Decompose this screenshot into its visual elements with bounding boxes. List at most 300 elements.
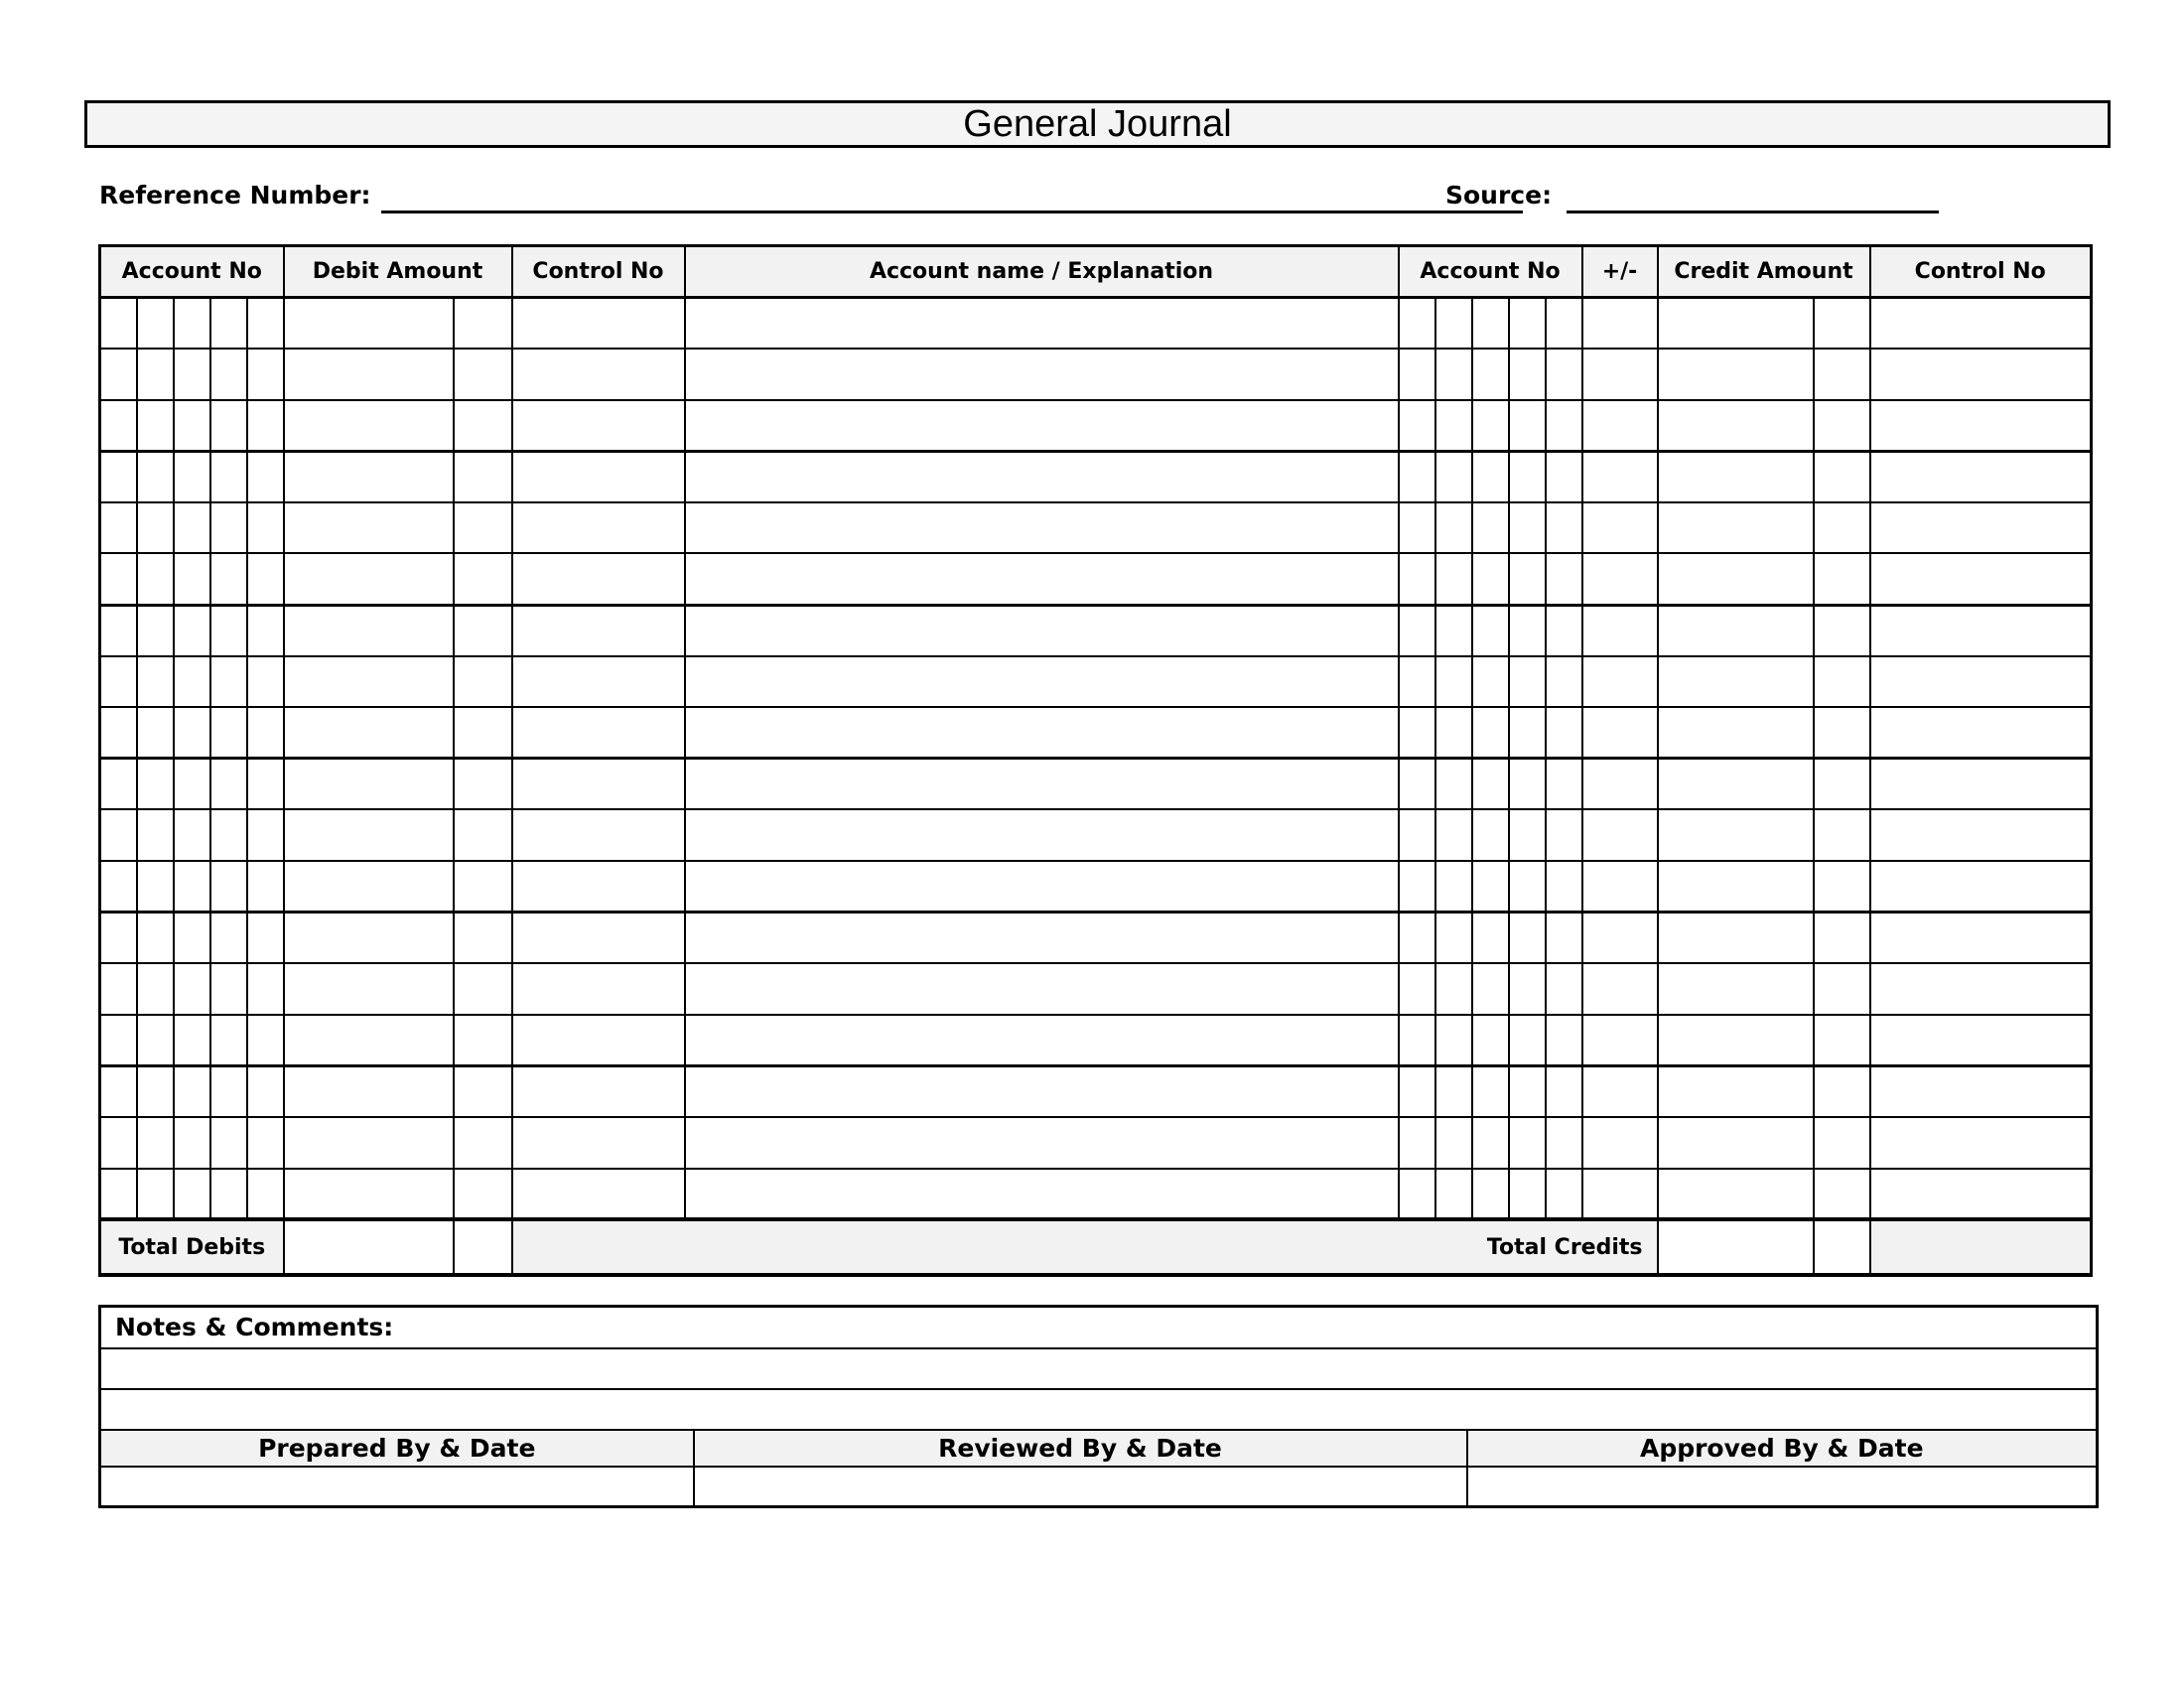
debit-account-digit[interactable] — [247, 759, 284, 810]
debit-amount-cell[interactable] — [284, 1065, 454, 1117]
credit-account-digit[interactable] — [1546, 963, 1582, 1015]
debit-account-digit[interactable] — [247, 400, 284, 452]
credit-account-digit[interactable] — [1399, 1015, 1435, 1066]
credit-amount-cell[interactable] — [1658, 298, 1814, 350]
debit-control-cell[interactable] — [512, 502, 685, 554]
explanation-cell[interactable] — [685, 759, 1399, 810]
credit-account-digit[interactable] — [1399, 502, 1435, 554]
debit-account-digit[interactable] — [247, 451, 284, 502]
debit-account-digit[interactable] — [247, 298, 284, 350]
credit-amount-cell[interactable] — [1658, 913, 1814, 964]
credit-account-digit[interactable] — [1472, 759, 1509, 810]
debit-account-digit[interactable] — [210, 1015, 247, 1066]
credit-account-digit[interactable] — [1509, 502, 1546, 554]
debit-account-digit[interactable] — [100, 349, 137, 400]
debit-account-digit[interactable] — [100, 963, 137, 1015]
debit-amount-cell[interactable] — [284, 963, 454, 1015]
credit-control-cell[interactable] — [1870, 913, 2092, 964]
debit-account-digit[interactable] — [210, 1065, 247, 1117]
credit-control-cell[interactable] — [1870, 861, 2092, 913]
credit-account-digit[interactable] — [1399, 707, 1435, 759]
debit-amount-cell[interactable] — [284, 759, 454, 810]
debit-account-digit[interactable] — [210, 400, 247, 452]
debit-account-digit[interactable] — [210, 298, 247, 350]
debit-account-digit[interactable] — [247, 349, 284, 400]
debit-account-digit[interactable] — [247, 707, 284, 759]
debit-account-digit[interactable] — [174, 759, 210, 810]
credit-account-digit[interactable] — [1435, 1117, 1472, 1169]
credit-cents-cell[interactable] — [1814, 1117, 1870, 1169]
debit-account-digit[interactable] — [174, 400, 210, 452]
credit-account-digit[interactable] — [1546, 861, 1582, 913]
credit-account-digit[interactable] — [1509, 759, 1546, 810]
debit-account-digit[interactable] — [174, 451, 210, 502]
explanation-cell[interactable] — [685, 1117, 1399, 1169]
credit-account-digit[interactable] — [1472, 809, 1509, 861]
debit-amount-cell[interactable] — [284, 451, 454, 502]
credit-account-digit[interactable] — [1399, 1169, 1435, 1220]
credit-account-digit[interactable] — [1435, 553, 1472, 605]
credit-amount-cell[interactable] — [1658, 502, 1814, 554]
credit-control-cell[interactable] — [1870, 707, 2092, 759]
debit-cents-cell[interactable] — [454, 963, 512, 1015]
credit-cents-cell[interactable] — [1814, 759, 1870, 810]
credit-account-digit[interactable] — [1472, 349, 1509, 400]
debit-amount-cell[interactable] — [284, 809, 454, 861]
credit-account-digit[interactable] — [1546, 656, 1582, 708]
debit-account-digit[interactable] — [174, 349, 210, 400]
debit-amount-cell[interactable] — [284, 913, 454, 964]
credit-control-cell[interactable] — [1870, 451, 2092, 502]
credit-account-digit[interactable] — [1435, 707, 1472, 759]
credit-cents-cell[interactable] — [1814, 553, 1870, 605]
debit-cents-cell[interactable] — [454, 349, 512, 400]
debit-account-digit[interactable] — [100, 809, 137, 861]
credit-account-digit[interactable] — [1399, 605, 1435, 656]
credit-account-digit[interactable] — [1509, 298, 1546, 350]
debit-account-digit[interactable] — [137, 502, 174, 554]
debit-account-digit[interactable] — [247, 502, 284, 554]
credit-control-cell[interactable] — [1870, 963, 2092, 1015]
credit-account-digit[interactable] — [1472, 913, 1509, 964]
debit-cents-cell[interactable] — [454, 553, 512, 605]
debit-cents-cell[interactable] — [454, 707, 512, 759]
debit-account-digit[interactable] — [247, 1117, 284, 1169]
credit-amount-cell[interactable] — [1658, 451, 1814, 502]
sign-cell[interactable] — [1582, 605, 1658, 656]
credit-account-digit[interactable] — [1509, 1065, 1546, 1117]
credit-account-digit[interactable] — [1435, 861, 1472, 913]
credit-cents-cell[interactable] — [1814, 1015, 1870, 1066]
credit-control-cell[interactable] — [1870, 656, 2092, 708]
debit-account-digit[interactable] — [210, 349, 247, 400]
explanation-cell[interactable] — [685, 605, 1399, 656]
debit-amount-cell[interactable] — [284, 349, 454, 400]
debit-control-cell[interactable] — [512, 1169, 685, 1220]
debit-cents-cell[interactable] — [454, 1065, 512, 1117]
credit-account-digit[interactable] — [1546, 451, 1582, 502]
credit-amount-cell[interactable] — [1658, 1117, 1814, 1169]
debit-account-digit[interactable] — [210, 451, 247, 502]
explanation-cell[interactable] — [685, 1169, 1399, 1220]
debit-account-digit[interactable] — [100, 298, 137, 350]
credit-amount-cell[interactable] — [1658, 809, 1814, 861]
sign-cell[interactable] — [1582, 707, 1658, 759]
credit-account-digit[interactable] — [1435, 809, 1472, 861]
debit-account-digit[interactable] — [137, 759, 174, 810]
credit-account-digit[interactable] — [1472, 861, 1509, 913]
credit-account-digit[interactable] — [1546, 913, 1582, 964]
debit-cents-cell[interactable] — [454, 809, 512, 861]
credit-cents-cell[interactable] — [1814, 913, 1870, 964]
credit-account-digit[interactable] — [1435, 400, 1472, 452]
credit-cents-cell[interactable] — [1814, 809, 1870, 861]
debit-amount-cell[interactable] — [284, 400, 454, 452]
explanation-cell[interactable] — [685, 298, 1399, 350]
credit-cents-cell[interactable] — [1814, 605, 1870, 656]
sign-cell[interactable] — [1582, 451, 1658, 502]
credit-cents-cell[interactable] — [1814, 349, 1870, 400]
debit-control-cell[interactable] — [512, 861, 685, 913]
debit-account-digit[interactable] — [100, 502, 137, 554]
credit-account-digit[interactable] — [1399, 913, 1435, 964]
credit-account-digit[interactable] — [1399, 400, 1435, 452]
sign-cell[interactable] — [1582, 400, 1658, 452]
debit-account-digit[interactable] — [137, 809, 174, 861]
debit-amount-cell[interactable] — [284, 298, 454, 350]
debit-control-cell[interactable] — [512, 1065, 685, 1117]
debit-amount-cell[interactable] — [284, 707, 454, 759]
credit-account-digit[interactable] — [1546, 1169, 1582, 1220]
debit-control-cell[interactable] — [512, 400, 685, 452]
credit-control-cell[interactable] — [1870, 400, 2092, 452]
credit-account-digit[interactable] — [1546, 502, 1582, 554]
credit-account-digit[interactable] — [1546, 1117, 1582, 1169]
debit-account-digit[interactable] — [174, 861, 210, 913]
sign-cell[interactable] — [1582, 298, 1658, 350]
credit-account-digit[interactable] — [1399, 1117, 1435, 1169]
debit-account-digit[interactable] — [174, 707, 210, 759]
debit-control-cell[interactable] — [512, 451, 685, 502]
debit-account-digit[interactable] — [100, 913, 137, 964]
credit-account-digit[interactable] — [1546, 1015, 1582, 1066]
debit-amount-cell[interactable] — [284, 502, 454, 554]
explanation-cell[interactable] — [685, 1015, 1399, 1066]
debit-account-digit[interactable] — [100, 759, 137, 810]
credit-account-digit[interactable] — [1472, 605, 1509, 656]
credit-cents-cell[interactable] — [1814, 502, 1870, 554]
credit-account-digit[interactable] — [1435, 1169, 1472, 1220]
explanation-cell[interactable] — [685, 553, 1399, 605]
debit-account-digit[interactable] — [247, 809, 284, 861]
debit-account-digit[interactable] — [247, 1015, 284, 1066]
credit-cents-cell[interactable] — [1814, 707, 1870, 759]
debit-account-digit[interactable] — [247, 861, 284, 913]
approved-by-field[interactable] — [1467, 1467, 2098, 1507]
total-credits-cents-field[interactable] — [1814, 1219, 1870, 1275]
debit-cents-cell[interactable] — [454, 861, 512, 913]
credit-account-digit[interactable] — [1509, 400, 1546, 452]
debit-account-digit[interactable] — [210, 707, 247, 759]
debit-account-digit[interactable] — [137, 707, 174, 759]
debit-amount-cell[interactable] — [284, 1169, 454, 1220]
debit-account-digit[interactable] — [174, 553, 210, 605]
credit-account-digit[interactable] — [1472, 451, 1509, 502]
credit-amount-cell[interactable] — [1658, 553, 1814, 605]
credit-account-digit[interactable] — [1472, 1015, 1509, 1066]
credit-control-cell[interactable] — [1870, 1015, 2092, 1066]
explanation-cell[interactable] — [685, 656, 1399, 708]
credit-account-digit[interactable] — [1399, 349, 1435, 400]
source-field[interactable] — [1567, 211, 1939, 213]
credit-amount-cell[interactable] — [1658, 861, 1814, 913]
debit-account-digit[interactable] — [174, 1117, 210, 1169]
debit-control-cell[interactable] — [512, 1117, 685, 1169]
debit-account-digit[interactable] — [137, 553, 174, 605]
debit-account-digit[interactable] — [247, 656, 284, 708]
debit-account-digit[interactable] — [137, 349, 174, 400]
explanation-cell[interactable] — [685, 963, 1399, 1015]
debit-account-digit[interactable] — [210, 553, 247, 605]
debit-account-digit[interactable] — [100, 861, 137, 913]
sign-cell[interactable] — [1582, 913, 1658, 964]
debit-account-digit[interactable] — [137, 1015, 174, 1066]
debit-account-digit[interactable] — [137, 1169, 174, 1220]
credit-account-digit[interactable] — [1546, 400, 1582, 452]
sign-cell[interactable] — [1582, 759, 1658, 810]
credit-cents-cell[interactable] — [1814, 451, 1870, 502]
credit-amount-cell[interactable] — [1658, 605, 1814, 656]
debit-account-digit[interactable] — [210, 605, 247, 656]
debit-account-digit[interactable] — [137, 963, 174, 1015]
debit-control-cell[interactable] — [512, 707, 685, 759]
credit-account-digit[interactable] — [1472, 298, 1509, 350]
credit-account-digit[interactable] — [1399, 451, 1435, 502]
credit-account-digit[interactable] — [1435, 605, 1472, 656]
credit-account-digit[interactable] — [1509, 349, 1546, 400]
credit-account-digit[interactable] — [1509, 656, 1546, 708]
debit-amount-cell[interactable] — [284, 1015, 454, 1066]
credit-amount-cell[interactable] — [1658, 1169, 1814, 1220]
credit-control-cell[interactable] — [1870, 605, 2092, 656]
credit-cents-cell[interactable] — [1814, 1169, 1870, 1220]
credit-account-digit[interactable] — [1472, 707, 1509, 759]
debit-account-digit[interactable] — [174, 1015, 210, 1066]
credit-control-cell[interactable] — [1870, 502, 2092, 554]
credit-amount-cell[interactable] — [1658, 400, 1814, 452]
debit-account-digit[interactable] — [247, 605, 284, 656]
credit-account-digit[interactable] — [1399, 861, 1435, 913]
credit-account-digit[interactable] — [1435, 349, 1472, 400]
debit-amount-cell[interactable] — [284, 605, 454, 656]
credit-account-digit[interactable] — [1546, 349, 1582, 400]
credit-account-digit[interactable] — [1399, 963, 1435, 1015]
credit-amount-cell[interactable] — [1658, 656, 1814, 708]
credit-account-digit[interactable] — [1435, 298, 1472, 350]
credit-account-digit[interactable] — [1546, 707, 1582, 759]
credit-account-digit[interactable] — [1546, 809, 1582, 861]
credit-account-digit[interactable] — [1509, 1117, 1546, 1169]
reviewed-by-field[interactable] — [694, 1467, 1467, 1507]
credit-account-digit[interactable] — [1399, 759, 1435, 810]
debit-account-digit[interactable] — [247, 1065, 284, 1117]
credit-control-cell[interactable] — [1870, 553, 2092, 605]
credit-account-digit[interactable] — [1399, 553, 1435, 605]
credit-account-digit[interactable] — [1509, 553, 1546, 605]
debit-account-digit[interactable] — [100, 656, 137, 708]
debit-account-digit[interactable] — [137, 605, 174, 656]
credit-amount-cell[interactable] — [1658, 963, 1814, 1015]
debit-cents-cell[interactable] — [454, 451, 512, 502]
sign-cell[interactable] — [1582, 1117, 1658, 1169]
debit-account-digit[interactable] — [247, 963, 284, 1015]
debit-account-digit[interactable] — [247, 1169, 284, 1220]
debit-cents-cell[interactable] — [454, 1169, 512, 1220]
debit-control-cell[interactable] — [512, 913, 685, 964]
debit-account-digit[interactable] — [137, 656, 174, 708]
debit-account-digit[interactable] — [174, 1169, 210, 1220]
debit-cents-cell[interactable] — [454, 1117, 512, 1169]
sign-cell[interactable] — [1582, 1015, 1658, 1066]
credit-account-digit[interactable] — [1509, 1015, 1546, 1066]
credit-cents-cell[interactable] — [1814, 298, 1870, 350]
explanation-cell[interactable] — [685, 451, 1399, 502]
sign-cell[interactable] — [1582, 1065, 1658, 1117]
explanation-cell[interactable] — [685, 707, 1399, 759]
debit-account-digit[interactable] — [100, 451, 137, 502]
debit-account-digit[interactable] — [174, 502, 210, 554]
credit-account-digit[interactable] — [1472, 400, 1509, 452]
credit-control-cell[interactable] — [1870, 809, 2092, 861]
debit-account-digit[interactable] — [210, 809, 247, 861]
notes-line[interactable] — [100, 1389, 2098, 1430]
debit-account-digit[interactable] — [210, 502, 247, 554]
debit-cents-cell[interactable] — [454, 298, 512, 350]
debit-control-cell[interactable] — [512, 1015, 685, 1066]
explanation-cell[interactable] — [685, 913, 1399, 964]
prepared-by-field[interactable] — [100, 1467, 694, 1507]
credit-cents-cell[interactable] — [1814, 963, 1870, 1015]
debit-account-digit[interactable] — [210, 759, 247, 810]
credit-account-digit[interactable] — [1546, 553, 1582, 605]
debit-account-digit[interactable] — [137, 400, 174, 452]
credit-account-digit[interactable] — [1546, 298, 1582, 350]
sign-cell[interactable] — [1582, 502, 1658, 554]
debit-control-cell[interactable] — [512, 809, 685, 861]
debit-account-digit[interactable] — [210, 861, 247, 913]
debit-amount-cell[interactable] — [284, 553, 454, 605]
debit-account-digit[interactable] — [137, 861, 174, 913]
credit-amount-cell[interactable] — [1658, 1065, 1814, 1117]
debit-account-digit[interactable] — [210, 1117, 247, 1169]
credit-amount-cell[interactable] — [1658, 1015, 1814, 1066]
credit-account-digit[interactable] — [1509, 913, 1546, 964]
credit-account-digit[interactable] — [1435, 913, 1472, 964]
credit-account-digit[interactable] — [1399, 656, 1435, 708]
credit-account-digit[interactable] — [1435, 1065, 1472, 1117]
debit-control-cell[interactable] — [512, 553, 685, 605]
credit-account-digit[interactable] — [1472, 963, 1509, 1015]
debit-account-digit[interactable] — [137, 298, 174, 350]
debit-account-digit[interactable] — [174, 913, 210, 964]
sign-cell[interactable] — [1582, 656, 1658, 708]
debit-account-digit[interactable] — [100, 1169, 137, 1220]
credit-account-digit[interactable] — [1399, 298, 1435, 350]
credit-control-cell[interactable] — [1870, 1169, 2092, 1220]
credit-account-digit[interactable] — [1472, 553, 1509, 605]
credit-account-digit[interactable] — [1435, 656, 1472, 708]
credit-account-digit[interactable] — [1472, 1065, 1509, 1117]
debit-account-digit[interactable] — [210, 656, 247, 708]
credit-cents-cell[interactable] — [1814, 861, 1870, 913]
debit-account-digit[interactable] — [137, 913, 174, 964]
credit-amount-cell[interactable] — [1658, 349, 1814, 400]
total-credits-field[interactable] — [1658, 1219, 1814, 1275]
credit-control-cell[interactable] — [1870, 298, 2092, 350]
debit-cents-cell[interactable] — [454, 913, 512, 964]
debit-cents-cell[interactable] — [454, 759, 512, 810]
credit-account-digit[interactable] — [1546, 605, 1582, 656]
explanation-cell[interactable] — [685, 502, 1399, 554]
debit-account-digit[interactable] — [210, 1169, 247, 1220]
credit-account-digit[interactable] — [1509, 451, 1546, 502]
explanation-cell[interactable] — [685, 349, 1399, 400]
debit-account-digit[interactable] — [100, 1015, 137, 1066]
credit-account-digit[interactable] — [1435, 963, 1472, 1015]
debit-cents-cell[interactable] — [454, 656, 512, 708]
credit-account-digit[interactable] — [1435, 451, 1472, 502]
debit-account-digit[interactable] — [100, 1117, 137, 1169]
debit-amount-cell[interactable] — [284, 1117, 454, 1169]
debit-account-digit[interactable] — [174, 809, 210, 861]
debit-account-digit[interactable] — [174, 298, 210, 350]
debit-account-digit[interactable] — [247, 553, 284, 605]
credit-account-digit[interactable] — [1435, 759, 1472, 810]
credit-account-digit[interactable] — [1472, 1169, 1509, 1220]
debit-account-digit[interactable] — [100, 707, 137, 759]
debit-cents-cell[interactable] — [454, 605, 512, 656]
credit-control-cell[interactable] — [1870, 1117, 2092, 1169]
debit-account-digit[interactable] — [174, 963, 210, 1015]
credit-control-cell[interactable] — [1870, 759, 2092, 810]
reference-number-field[interactable] — [381, 211, 1523, 213]
credit-account-digit[interactable] — [1509, 963, 1546, 1015]
explanation-cell[interactable] — [685, 1065, 1399, 1117]
debit-account-digit[interactable] — [174, 605, 210, 656]
debit-account-digit[interactable] — [210, 913, 247, 964]
debit-control-cell[interactable] — [512, 349, 685, 400]
explanation-cell[interactable] — [685, 861, 1399, 913]
debit-account-digit[interactable] — [174, 656, 210, 708]
credit-account-digit[interactable] — [1399, 809, 1435, 861]
credit-account-digit[interactable] — [1509, 861, 1546, 913]
debit-amount-cell[interactable] — [284, 656, 454, 708]
credit-cents-cell[interactable] — [1814, 1065, 1870, 1117]
credit-account-digit[interactable] — [1546, 1065, 1582, 1117]
total-debits-field[interactable] — [284, 1219, 454, 1275]
credit-control-cell[interactable] — [1870, 1065, 2092, 1117]
notes-line[interactable] — [100, 1348, 2098, 1389]
sign-cell[interactable] — [1582, 963, 1658, 1015]
credit-amount-cell[interactable] — [1658, 707, 1814, 759]
debit-account-digit[interactable] — [174, 1065, 210, 1117]
debit-control-cell[interactable] — [512, 656, 685, 708]
sign-cell[interactable] — [1582, 349, 1658, 400]
credit-account-digit[interactable] — [1435, 502, 1472, 554]
debit-account-digit[interactable] — [100, 400, 137, 452]
debit-control-cell[interactable] — [512, 605, 685, 656]
credit-account-digit[interactable] — [1509, 707, 1546, 759]
